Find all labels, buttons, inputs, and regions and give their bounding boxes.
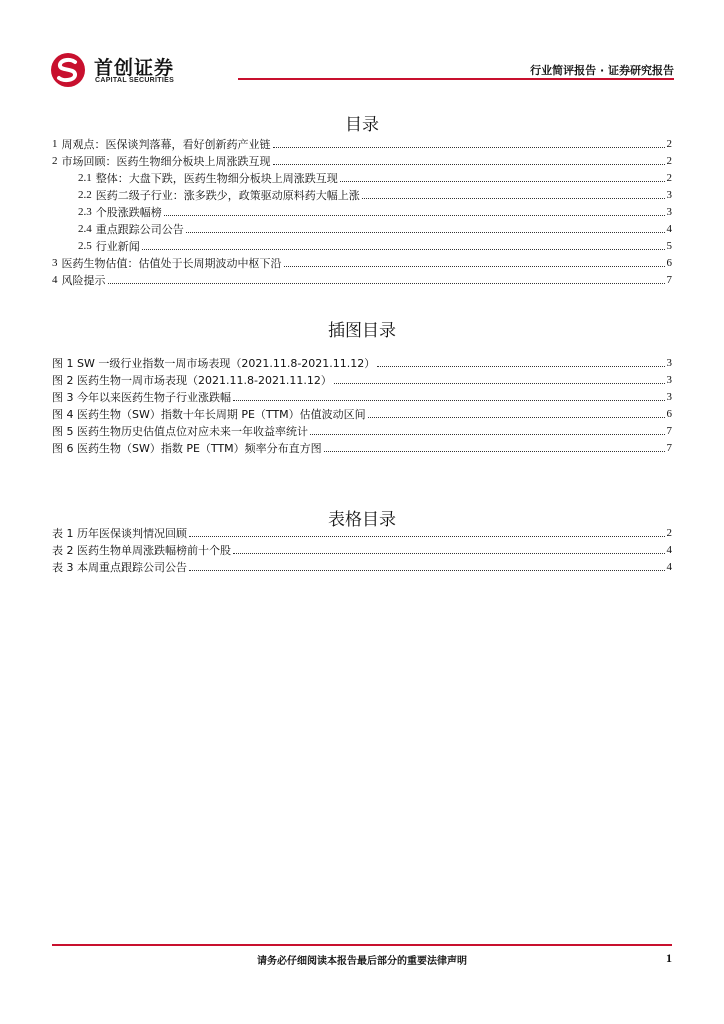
entry-label: 图 4 医药生物（SW）指数十年长周期 PE（TTM）估值波动区间 [52,408,366,421]
figures-title: 插图目录 [328,321,396,341]
entry-page: 3 [666,189,672,201]
entry-page: 2 [666,138,672,150]
dot-leader [189,570,665,571]
entry-page: 7 [666,425,672,437]
entry-label: 表 2 医药生物单周涨跌幅榜前十个股 [52,544,231,557]
entry-page: 2 [666,155,672,167]
entry-label: 医药生物估值：估值处于长周期波动中枢下沿 [61,257,282,270]
entry-page: 3 [666,374,672,386]
entry-label: 行业新闻 [95,240,140,253]
toc-entry[interactable] [52,202,672,219]
entry-label: 个股涨跌幅榜 [95,206,162,219]
footer-disclaimer: 请务必仔细阅读本报告最后部分的重要法律声明 [257,956,467,967]
toc-entry[interactable] [52,353,672,370]
entry-label: 图 5 医药生物历史估值点位对应未来一年收益率统计 [52,425,308,438]
toc-entry[interactable] [52,185,672,202]
toc-entry[interactable] [52,523,672,540]
dot-leader [377,366,664,367]
footer-divider [52,944,672,946]
entry-label: 图 6 医药生物（SW）指数 PE（TTM）频率分布直方图 [52,442,322,455]
entry-page: 6 [666,408,672,420]
dot-leader [164,215,665,216]
capital-securities-logo-icon [50,52,86,88]
dot-leader [340,181,665,182]
dot-leader [368,417,665,418]
toc-entry[interactable] [52,151,672,168]
dot-leader [108,283,665,284]
entry-number: 2.5 [78,240,92,252]
dot-leader [186,232,665,233]
dot-leader [142,249,665,250]
tables-list [52,523,672,574]
figures-list [52,353,672,455]
toc-entry[interactable] [52,438,672,455]
tables-title: 表格目录 [328,510,396,530]
entry-label: 图 1 SW 一级行业指数一周市场表现（2021.11.8-2021.11.12） [52,357,376,370]
page-header [50,48,674,88]
dot-leader [233,553,665,554]
entry-label: 医药二级子行业：涨多跌少，政策驱动原料药大幅上涨 [95,189,360,202]
toc-entry[interactable] [52,421,672,438]
entry-number: 2.3 [78,206,92,218]
entry-page: 3 [666,206,672,218]
entry-page: 5 [666,240,672,252]
toc-entry[interactable] [52,404,672,421]
entry-page: 4 [666,544,672,556]
entry-page: 7 [666,442,672,454]
entry-label: 周观点：医保谈判落幕，看好创新药产业链 [61,138,271,151]
toc-entry[interactable] [52,540,672,557]
entry-label: 图 2 医药生物一周市场表现（2021.11.8-2021.11.12） [52,374,332,387]
entry-page: 2 [666,527,672,539]
toc-entry[interactable] [52,134,672,151]
entry-page: 4 [666,223,672,235]
entry-label: 风险提示 [61,274,106,287]
entry-page: 3 [666,357,672,369]
toc-entry[interactable] [52,370,672,387]
logo-text-cn: 首创证券 [94,57,175,79]
dot-leader [233,400,665,401]
dot-leader [334,383,665,384]
dot-leader [310,434,665,435]
toc-entry[interactable] [52,253,672,270]
dot-leader [362,198,665,199]
toc-entry[interactable] [52,270,672,287]
toc-entry[interactable] [52,219,672,236]
company-logo [50,52,250,88]
toc-title: 目录 [345,115,379,135]
toc-entry[interactable] [52,236,672,253]
entry-number: 1 [52,138,58,150]
entry-label: 图 3 今年以来医药生物子行业涨跌幅 [52,391,231,404]
entry-number: 2.2 [78,189,92,201]
entry-label: 整体：大盘下跌，医药生物细分板块上周涨跌互现 [95,172,338,185]
entry-number: 2 [52,155,58,167]
toc-list [52,134,672,287]
entry-number: 2.4 [78,223,92,235]
header-divider [238,78,674,80]
toc-entry[interactable] [52,168,672,185]
entry-page: 4 [666,561,672,573]
entry-page: 7 [666,274,672,286]
page-number: 1 [666,951,672,965]
logo-text-en: CAPITAL SECURITIES [95,77,175,84]
entry-page: 3 [666,391,672,403]
dot-leader [189,536,665,537]
dot-leader [284,266,665,267]
entry-label: 表 3 本周重点跟踪公司公告 [52,561,187,574]
report-type-label: 行业简评报告 · 证券研究报告 [530,64,674,77]
entry-number: 2.1 [78,172,92,184]
toc-entry[interactable] [52,557,672,574]
entry-page: 2 [666,172,672,184]
entry-label: 重点跟踪公司公告 [95,223,184,236]
entry-label: 表 1 历年医保谈判情况回顾 [52,527,187,540]
toc-entry[interactable] [52,387,672,404]
dot-leader [324,451,665,452]
entry-number: 4 [52,274,58,286]
dot-leader [273,164,665,165]
entry-label: 市场回顾：医药生物细分板块上周涨跌互现 [61,155,271,168]
entry-number: 3 [52,257,58,269]
entry-page: 6 [666,257,672,269]
dot-leader [273,147,665,148]
